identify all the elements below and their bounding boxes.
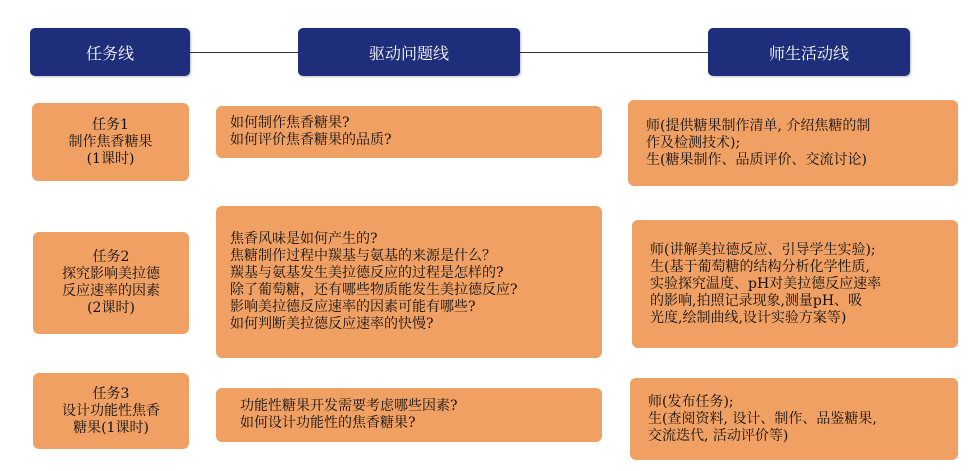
header-activity-line: 师生活动线	[708, 28, 910, 76]
task-1-title: 任务1	[92, 116, 129, 133]
task-1-name: 制作焦香糖果	[68, 133, 153, 150]
activity-line: 的影响,拍照记录现象,测量pH、吸	[650, 292, 863, 309]
activity-box-3	[630, 378, 958, 460]
activity-line: 光度,绘制曲线,设计实验方案等)	[650, 309, 847, 326]
task-2-title: 任务2	[92, 249, 130, 265]
task-3-title: 任务3	[92, 385, 130, 402]
activity-box-2	[632, 220, 958, 348]
connector-line-1	[190, 52, 298, 53]
question-line: 如何评价焦香糖果的品质?	[230, 132, 392, 148]
activity-line: 生(糖果制作、品质评价、交流讨论)	[646, 151, 867, 168]
question-box-2	[216, 206, 602, 358]
question-line: 功能性糖果开发需要考虑哪些因素?	[240, 398, 458, 414]
question-line: 焦香风味是如何产生的?	[230, 231, 378, 247]
activity-line: 师(提供糖果制作清单, 介绍焦糖的制	[646, 117, 871, 134]
task-2-hours: (2课时)	[87, 300, 135, 316]
activity-line: 师(讲解美拉德反应、引导学生实验);	[650, 241, 876, 258]
task-box-1	[32, 103, 189, 181]
question-line: 如何判断美拉德反应速率的快慢?	[230, 316, 434, 332]
task-box-3	[33, 373, 189, 449]
connector-line-2	[520, 52, 708, 53]
question-box-1	[216, 106, 602, 158]
header-task-line: 任务线	[30, 28, 190, 76]
activity-line: 生(基于葡萄糖的结构分析化学性质,	[650, 258, 870, 275]
question-line: 如何设计功能性的焦香糖果?	[240, 415, 416, 431]
task-box-2	[33, 232, 189, 334]
activity-line: 生(查阅资料, 设计、制作、品鉴糖果,	[648, 410, 877, 427]
activity-line: 实验探究温度、pH对美拉德反应速率	[650, 275, 882, 292]
activity-line: 交流迭代, 活动评价等)	[648, 427, 789, 444]
activity-line: 作及检测技术);	[646, 134, 741, 151]
task-2-name-line1: 探究影响美拉德	[62, 266, 160, 282]
question-line: 影响美拉德反应速率的因素可能有哪些?	[230, 299, 476, 315]
question-line: 羰基与氨基发生美拉德反应的过程是怎样的?	[230, 265, 504, 281]
activity-box-1	[628, 100, 958, 186]
task-3-name: 设计功能性焦香	[62, 402, 160, 419]
task-3-hours: 糖果(1课时)	[73, 419, 149, 436]
task-2-name-line2: 反应速率的因素	[62, 283, 160, 299]
question-box-3	[216, 388, 602, 442]
header-driving-question-line: 驱动问题线	[298, 28, 520, 76]
question-line: 如何制作焦香糖果?	[230, 115, 350, 131]
question-line: 除了葡萄糖，还有哪些物质能发生美拉德反应?	[230, 282, 518, 298]
question-line: 焦糖制作过程中羰基与氨基的来源是什么？	[230, 248, 496, 264]
task-1-hours: (1课时)	[86, 150, 135, 167]
activity-line: 师(发布任务);	[648, 393, 734, 410]
